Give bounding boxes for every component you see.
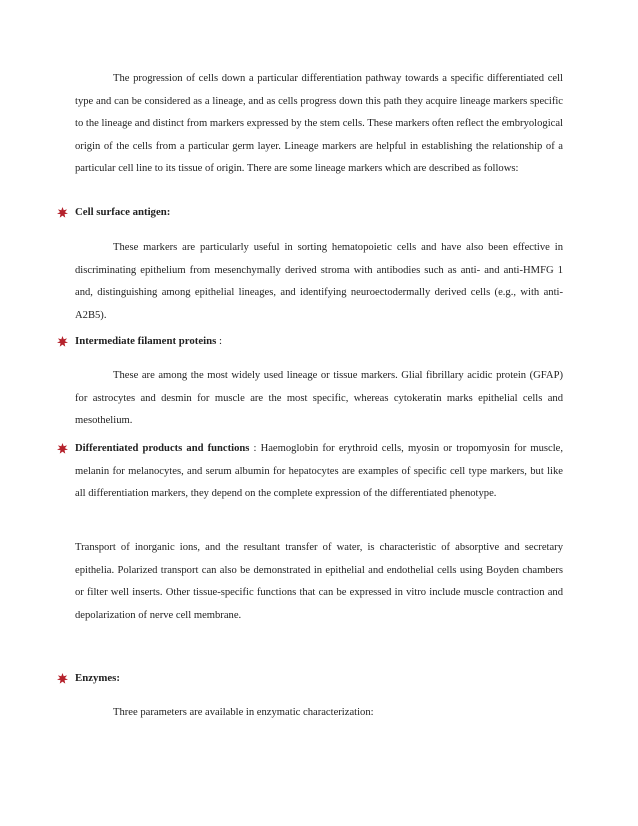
intermediate-filament-paragraph: These are among the most widely used lineage or tissue markers. Glial fibrillary acidic protein (GFAP) for astrocytes and desmin for muscle are the most specific, whereas cytokeratin marks epithelial cells and mesothelium. (75, 370, 563, 426)
heading-suffix: : (216, 335, 223, 347)
differentiated-products-block (57, 438, 563, 506)
starburst-bullet-icon (57, 207, 68, 218)
enzymes-paragraph: Three parameters are available in enzymatic characterization: (113, 707, 374, 718)
heading-title: Intermediate filament proteins (75, 335, 217, 347)
transport-paragraph: Transport of inorganic ions, and the resultant transfer of water, is characteristic of absorptive and secretary epithelia. Polarized transport can also be demonstrated in epithelial and endothelial cells using Boyden chambers or filter well inserts. Other tissue-specific functions that can be expressed in vitro include muscle contraction and depolarization of nerve cell membrane. (75, 542, 563, 621)
cell-surface-paragraph: These markers are particularly useful in sorting hematopoietic cells and have also been effective in discriminating epithelium from mesenchymally derived stroma with antibodies such as anti- and anti-HMFG 1 and, distinguishing among epithelial lineages, and identifying neuroectodermally derived cells (e.g., with anti-A2B5). (75, 242, 563, 321)
heading-title: Cell surface antigen: (75, 206, 171, 218)
differentiated-products-text: : Haemoglobin for erythroid cells, myosin or tropomyosin for muscle, melanin for melanocytes, and serum albumin for hepatocytes are examples of specific cell type markers, but like all differentiation markers, they depend on the complete expression of the differentiated phenotype. (75, 443, 563, 499)
intro-paragraph: The progression of cells down a particular differentiation pathway towards a specific differentiated cell type and can be considered as a lineage, and as cells progress down this path they acquire lineage markers specific to the lineage and distinct from markers expressed by the stem cells. These markers often reflect the embryological origin of the cells from a particular germ layer. Lineage markers are helpful in establishing the relationship of a particular cell line to its tissue of origin. There are some lineage markers which are described as follows: (75, 73, 563, 174)
heading-enzymes (57, 669, 120, 687)
differentiated-products-paragraph (75, 438, 563, 506)
starburst-bullet-icon (57, 336, 68, 347)
heading-intermediate-filament (57, 332, 222, 350)
starburst-bullet-icon (57, 673, 68, 684)
heading-title: Enzymes: (75, 672, 120, 684)
heading-title: Differentiated products and functions (75, 443, 250, 454)
starburst-bullet-icon (57, 443, 68, 454)
heading-cell-surface-antigen (57, 203, 170, 221)
